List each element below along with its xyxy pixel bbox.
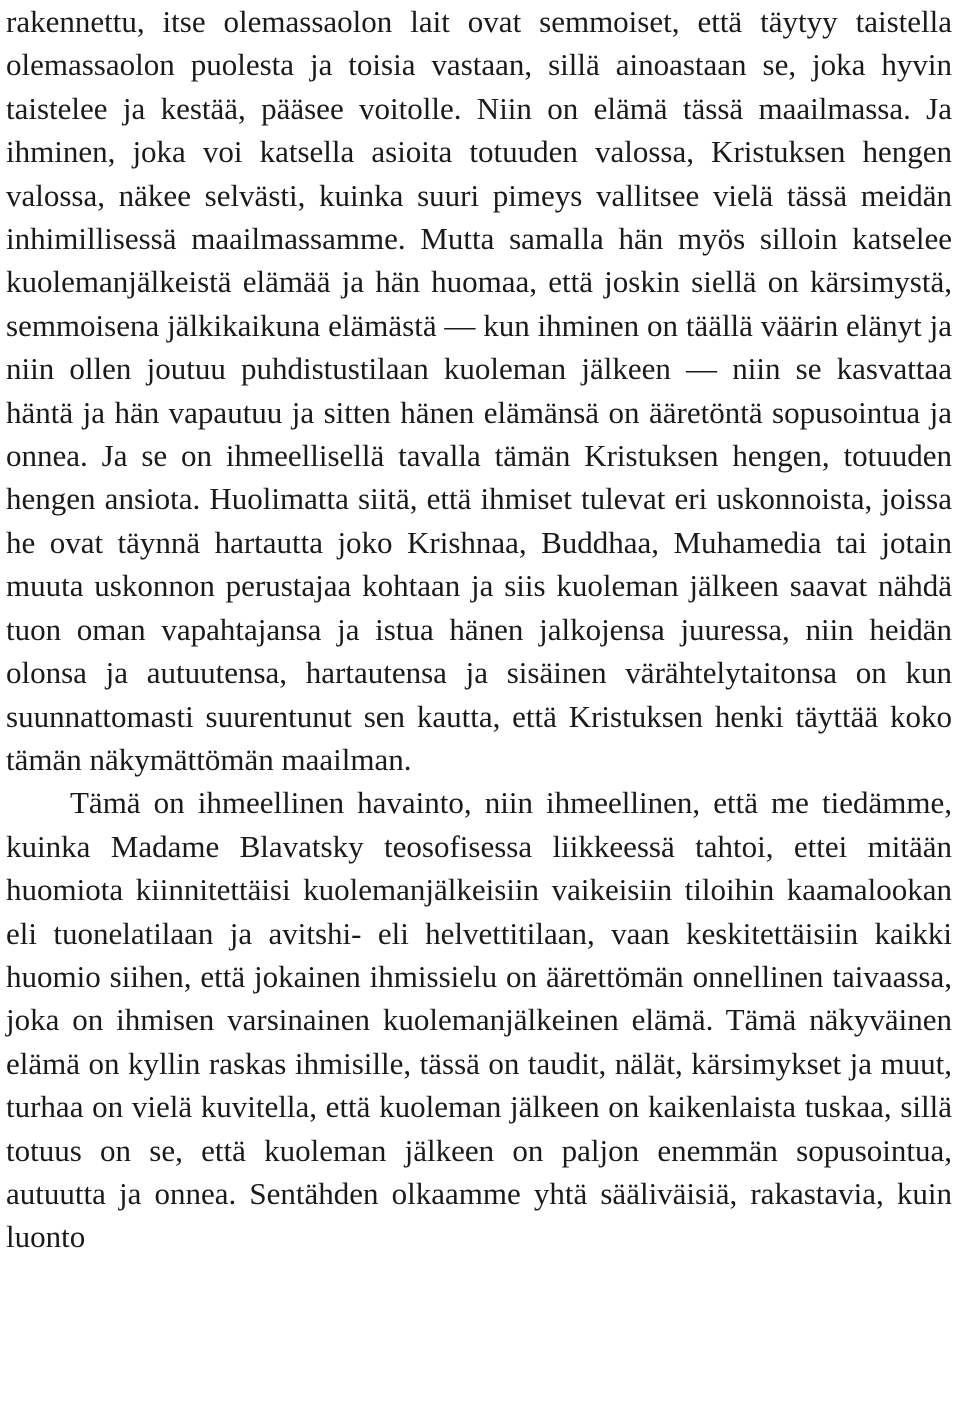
document-page <box>6 0 952 1259</box>
paragraph-continuation: rakennettu, itse olemassaolon lait ovat semmoiset, että täytyy taistella olemassaolon puolesta ja toisia vastaan, sillä ainoastaan se, joka hyvin taistelee ja kestää, pääsee voitolle. Niin on elämä tässä maailmassa. Ja ihminen, joka voi katsella asioita totuuden valossa, Kristuksen hengen valossa, näkee selvästi, kuinka suuri pimeys vallitsee vielä tässä meidän inhimillisessä maailmassamme. Mutta samalla hän myös silloin katselee kuolemanjälkeistä elämää ja hän huomaa, että joskin siellä on kärsimystä, semmoisena jälkikaikuna elämästä — kun ihminen on täällä väärin elänyt ja niin ollen joutuu puhdistustilaan kuoleman jälkeen — niin se kasvattaa häntä ja hän vapautuu ja sitten hänen elämänsä on ääretöntä sopusointua ja onnea. Ja se on ihmeellisellä tavalla tämän Kristuksen hengen, totuuden hengen ansiota. Huolimatta siitä, että ihmiset tulevat eri uskonnoista, joissa he ovat täynnä hartautta joko Krishnaa, Buddhaa, Muhamedia tai jotain muuta uskonnon perustajaa kohtaan ja siis kuoleman jälkeen saavat nähdä tuon oman vapahtajansa ja istua hänen jalkojensa juuressa, niin heidän olonsa ja autuutensa, hartautensa ja sisäinen värähtelytaitonsa on kun suunnattomasti suurentunut sen kautta, että Kristuksen henki täyttää koko tämän näkymättömän maailman. <box>6 4 952 777</box>
paragraph-blavatsky: Tämä on ihmeellinen havainto, niin ihmeellinen, että me tiedämme, kuinka Madame Blavatsky teosofisessa liikkeessä tahtoi, ettei mitään huomiota kiinnitettäisi kuolemanjälkeisiin vaikeisiin tiloihin kaamalookan eli tuonelatilaan ja avitshi- eli helvettitilaan, vaan keskitettäisiin kaikki huomio siihen, että jokainen ihmissielu on äärettömän onnellinen taivaassa, joka on ihmisen varsinainen kuolemanjälkeinen elämä. Tämä näkyväinen elämä on kyllin raskas ihmisille, tässä on taudit, nälät, kärsimykset ja muut, turhaa on vielä kuvitella, että kuoleman jälkeen on kaikenlaista tuskaa, sillä totuus on se, että kuoleman jälkeen on paljon enemmän sopusointua, autuutta ja onnea. Sentähden olkaamme yhtä sääliväisiä, rakastavia, kuin luonto <box>6 785 952 1255</box>
